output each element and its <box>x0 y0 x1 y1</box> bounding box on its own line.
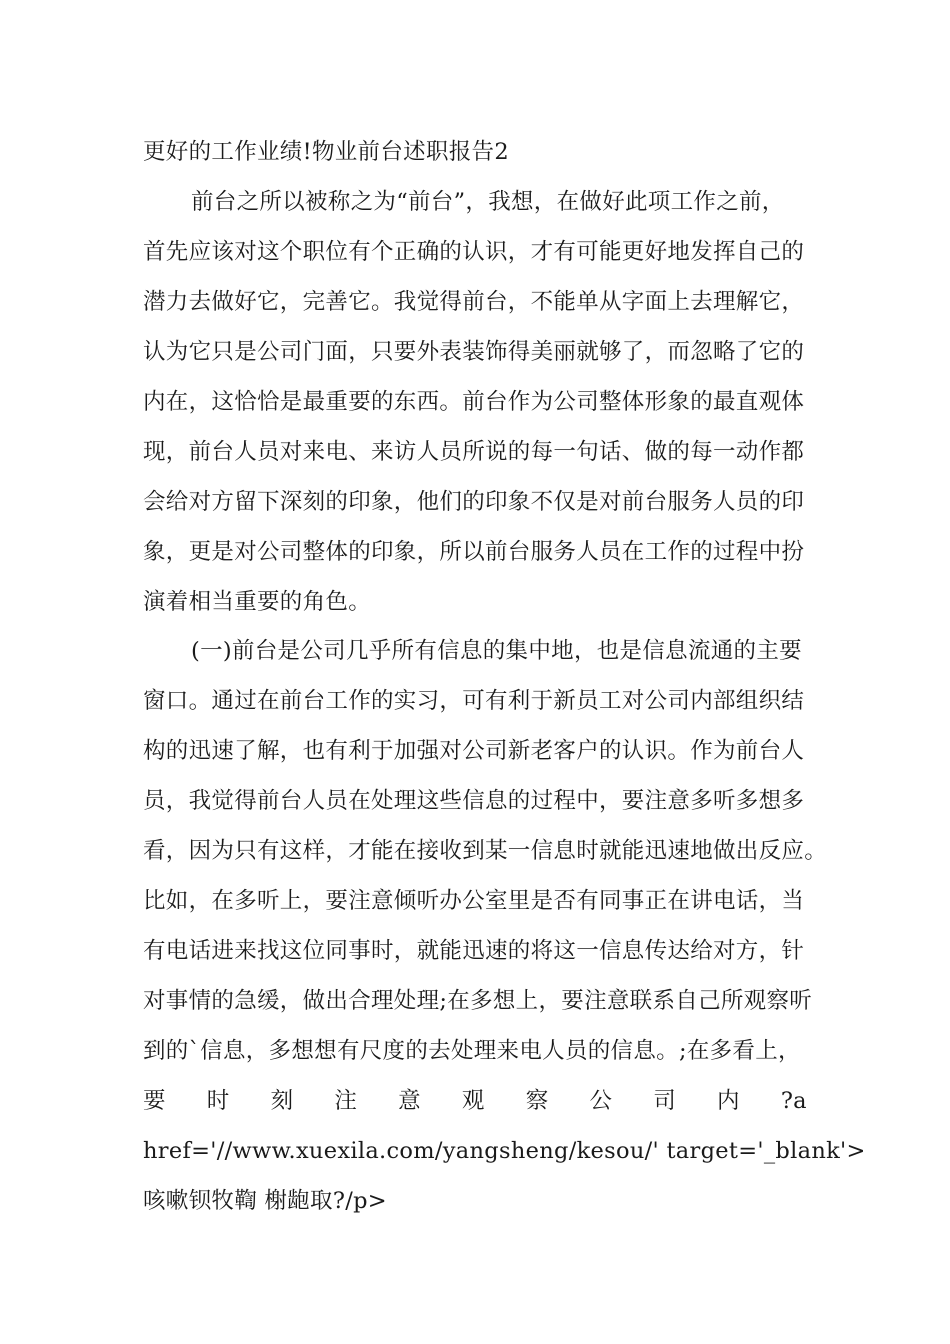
paragraph-line: 内在，这恰恰是最重要的东西。前台作为公司整体形象的最直观体 <box>143 389 805 415</box>
justified-char: 察 <box>525 1088 549 1114</box>
paragraph-line: 比如，在多听上，要注意倾听办公室里是否有同事正在讲电话，当 <box>143 888 805 914</box>
paragraph-line: 对事情的急缓，做出合理处理;在多想上，要注意联系自己所观察听 <box>143 988 813 1014</box>
paragraph-line: 演着相当重要的角色。 <box>143 589 372 615</box>
paragraph-line: 员，我觉得前台人员在处理这些信息的过程中，要注意多听多想多 <box>143 788 805 814</box>
title-line: 更好的工作业绩!物业前台述职报告2 <box>143 139 509 165</box>
justified-line <box>143 1086 807 1116</box>
paragraph-line: 前台之所以被称之为“前台”，我想，在做好此项工作之前， <box>191 189 785 215</box>
justified-char: 内 <box>717 1088 740 1114</box>
justified-char: 观 <box>461 1088 485 1114</box>
justified-char: 注 <box>334 1088 358 1114</box>
paragraph-line: 象，更是对公司整体的印象，所以前台服务人员在工作的过程中扮 <box>143 539 805 565</box>
paragraph-line: 看，因为只有这样，才能在接收到某一信息时就能迅速地做出反应。 <box>143 838 828 864</box>
paragraph-line: 认为它只是公司门面，只要外表装饰得美丽就够了，而忽略了它的 <box>143 339 805 365</box>
justified-char: 时 <box>206 1088 230 1114</box>
paragraph-line: 潜力去做好它，完善它。我觉得前台，不能单从字面上去理解它， <box>143 289 805 315</box>
justified-char: 司 <box>653 1088 677 1114</box>
justified-char: 要 <box>143 1088 166 1114</box>
paragraph-line: 会给对方留下深刻的印象，他们的印象不仅是对前台服务人员的印 <box>143 489 805 515</box>
raw-markup-line: href='//www.xuexila.com/yangsheng/kesou/' target='_blank'> <box>143 1138 866 1164</box>
justified-char: 意 <box>398 1088 421 1114</box>
paragraph-line: 构的迅速了解，也有利于加强对公司新老客户的认识。作为前台人 <box>143 738 805 764</box>
paragraph-line: 首先应该对这个职位有个正确的认识，才有可能更好地发挥自己的 <box>143 239 805 265</box>
justified-char: 刻 <box>270 1088 294 1114</box>
justified-char: ?a <box>780 1088 807 1114</box>
paragraph-line: 有电话进来找这位同事时，就能迅速的将这一信息传达给对方，针 <box>143 938 805 964</box>
justified-char: 公 <box>589 1088 613 1114</box>
paragraph-line: 现，前台人员对来电、来访人员所说的每一句话、做的每一动作都 <box>143 439 805 465</box>
paragraph-line: 到的`信息，多想想有尺度的去处理来电人员的信息。;在多看上， <box>143 1038 801 1064</box>
paragraph-line: (一)前台是公司几乎所有信息的集中地，也是信息流通的主要 <box>191 638 802 664</box>
garbled-text-line: 咳嗽钡牧鞫 榭龅取?/p> <box>143 1188 387 1214</box>
paragraph-line: 窗口。通过在前台工作的实习，可有利于新员工对公司内部组织结 <box>143 688 805 714</box>
